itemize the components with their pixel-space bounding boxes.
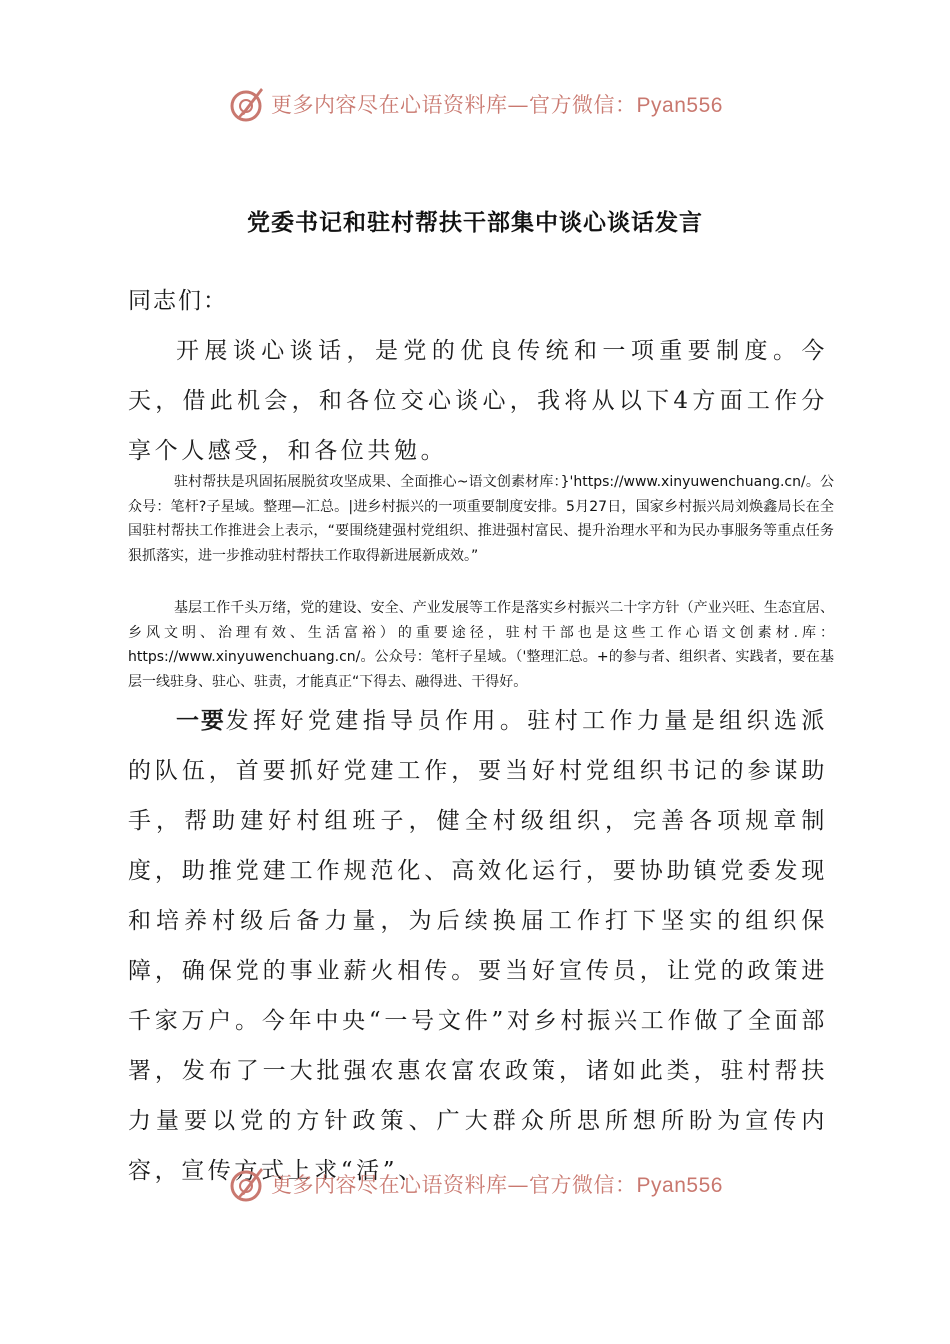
salutation: 同志们： (128, 288, 228, 314)
header-watermark (0, 80, 950, 128)
paragraph-4-lead: 一要 (176, 708, 226, 734)
paragraph-1: 开展谈心谈话，是党的优良传统和一项重要制度。今天，借此机会，和各位交心谈心，我将从以下4方面工作分享个人感受，和各位共勉。 (128, 338, 828, 464)
watermark-text-b: 官方微信： (529, 1173, 637, 1197)
watermark-wechat-id: Pyan556 (636, 1174, 723, 1197)
watermark-text-a: 更多内容尽在心语资料库 (271, 1173, 508, 1197)
watermark-text-b: 官方微信： (529, 93, 637, 117)
footer-watermark (0, 1160, 950, 1208)
paragraph-2: 驻村帮扶是巩固拓展脱贫攻坚成果、全面推心~语文创素材库：}'https://www.xinyuwenchuang.cn/。公众号：笔杆?子星域。整理—汇总。|进乡村振兴的一项重要制度安排。5月27日，国家乡村振兴局刘焕鑫局长在全国驻村帮扶工作推进会上表示，“要围绕建强村党组织、推进强村富民、提升治理水平和为民办事服务等重点任务狠抓落实，进一步推动驻村帮扶工作取得新进展新成效。” (128, 474, 834, 564)
watermark-dash: — (507, 1173, 530, 1197)
document-title: 党委书记和驻村帮扶干部集中谈心谈话发言 (247, 209, 703, 236)
paragraph-4-body: 发挥好党建指导员作用。驻村工作力量是组织选派的队伍，首要抓好党建工作，要当好村党组织书记的参谋助手，帮助建好村组班子，健全村级组织，完善各项规章制度，助推党建工作规范化、高效化运行，要协助镇党委发现和培养村级后备力量，为后续换届工作打下坚实的组织保障，确保党的事业薪火相传。要当好宣传员，让党的政策进千家万户。今年中央“一号文件”对乡村振兴工作做了全面部署，发布了一大批强农惠农富农政策，诸如此类，驻村帮扶力量要以党的方针政策、广大群众所思所想所盼为宣传内容，宣传方式上求“活”、 (128, 708, 829, 1184)
watermark-text (271, 1169, 723, 1199)
quill-logo-icon (227, 84, 267, 124)
watermark-text-a: 更多内容尽在心语资料库 (271, 93, 508, 117)
watermark-wechat-id: Pyan556 (636, 94, 723, 117)
paragraph-4 (128, 696, 828, 1196)
quill-logo-icon (227, 1164, 267, 1204)
paragraph-3: 基层工作千头万绪，党的建设、安全、产业发展等工作是落实乡村振兴二十字方针（产业兴旺、生态宜居、乡风文明、治理有效、生活富裕）的重要途径，驻村干部也是这些工作心语文创素材.库：https://www.xinyuwenchuang.cn/。公众号：笔杆子星域。（'整理汇总。+的参与者、组织者、实践者，要在基层一线驻身、驻心、驻责，才能真正“下得去、融得进、干得好。 (128, 600, 834, 690)
watermark-dash: — (507, 93, 530, 117)
watermark-text (271, 89, 723, 119)
